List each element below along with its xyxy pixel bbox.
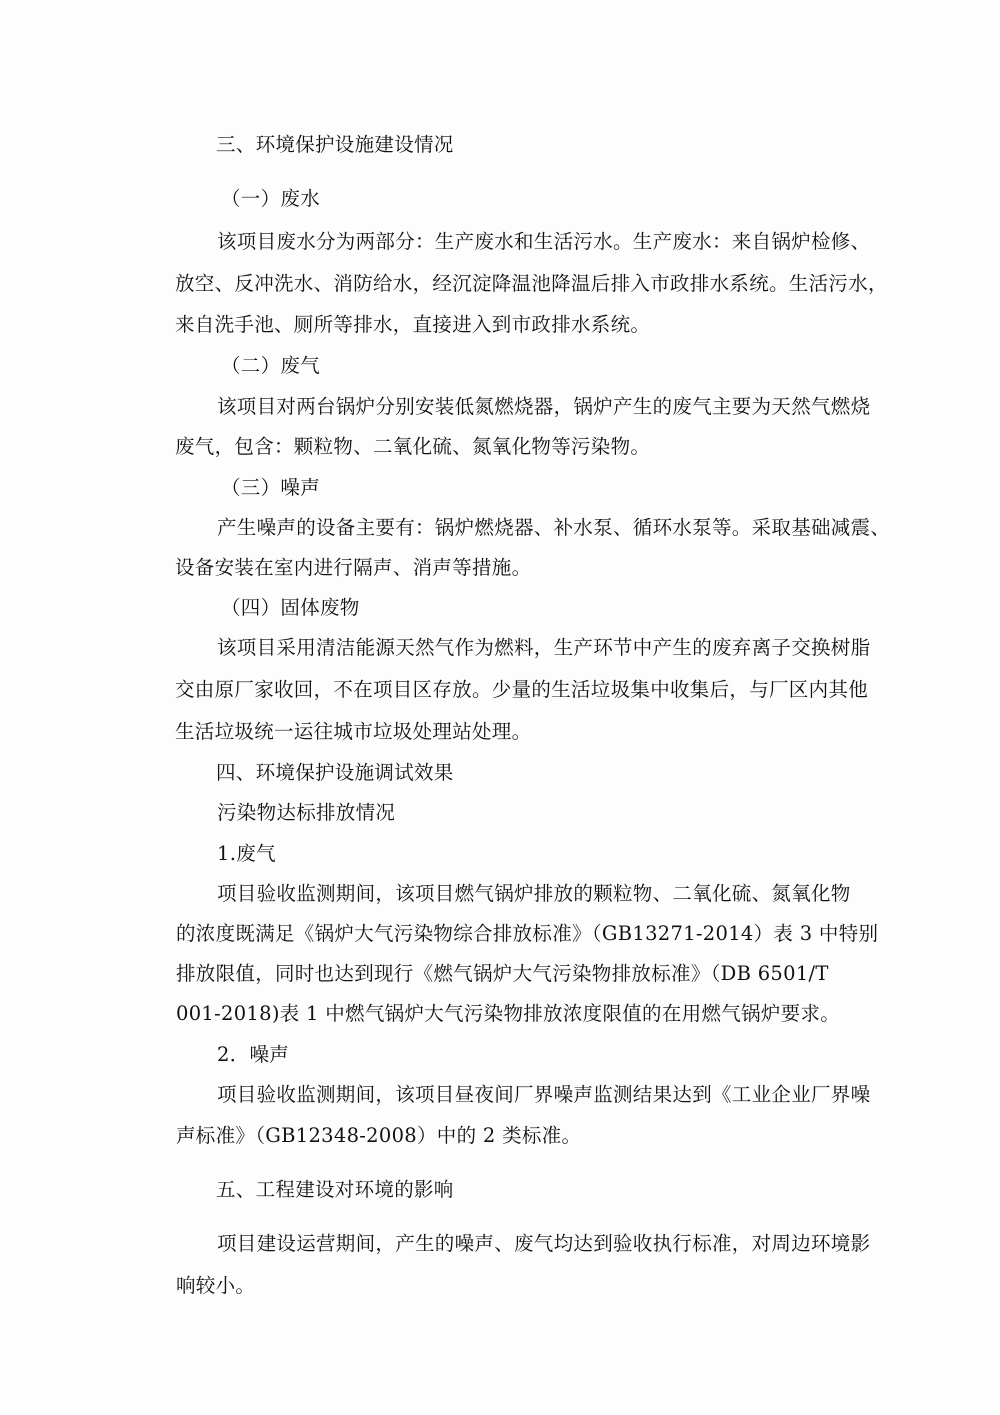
paragraph-line: 项目验收监测期间，该项目昼夜间厂界噪声监测结果达到《工业企业厂界噪 [217, 1083, 871, 1106]
section-3-title: 三、环境保护设施建设情况 [216, 133, 454, 156]
paragraph-line: 该项目对两台锅炉分别安装低氮燃烧器，锅炉产生的废气主要为天然气燃烧 [217, 395, 871, 418]
paragraph-line: 项目建设运营期间，产生的噪声、废气均达到验收执行标准，对周边环境影 [217, 1232, 871, 1255]
paragraph-line: 交由原厂家收回，不在项目区存放。少量的生活垃圾集中收集后，与厂区内其他 [175, 678, 869, 701]
paragraph-line: 来自洗手池、厕所等排水，直接进入到市政排水系统。 [175, 313, 651, 336]
paragraph-line: 产生噪声的设备主要有：锅炉燃烧器、补水泵、循环水泵等。采取基础减震、 [217, 516, 891, 539]
subsection-waste-gas-heading: （二）废气 [221, 354, 321, 377]
subsection-solid-waste-heading: （四）固体废物 [221, 596, 360, 619]
paragraph-line: 生活垃圾统一运往城市垃圾处理站处理。 [175, 720, 532, 743]
paragraph-line: 项目验收监测期间，该项目燃气锅炉排放的颗粒物、二氧化硫、氮氧化物 [217, 882, 851, 905]
paragraph-line: 废气，包含：颗粒物、二氧化硫、氮氧化物等污染物。 [175, 435, 651, 458]
subsection-gas-heading: 1.废气 [217, 842, 276, 865]
subsection-waste-water-heading: （一）废水 [221, 187, 321, 210]
section-4-title: 四、环境保护设施调试效果 [216, 761, 454, 784]
section-4-subtitle: 污染物达标排放情况 [217, 801, 396, 824]
paragraph-line: 放空、反冲洗水、消防给水，经沉淀降温池降温后排入市政排水系统。生活污水， [175, 272, 888, 295]
paragraph-line: 该项目废水分为两部分：生产废水和生活污水。生产废水：来自锅炉检修、 [217, 230, 871, 253]
paragraph-line: 该项目采用清洁能源天然气作为燃料，生产环节中产生的废弃离子交换树脂 [217, 636, 871, 659]
subsection-noise-heading: （三）噪声 [221, 476, 321, 499]
paragraph-line: 排放限值，同时也达到现行《燃气锅炉大气污染物排放标准》（DB 6501/T [176, 962, 829, 985]
paragraph-line: 声标准》（GB12348-2008）中的 2 类标准。 [176, 1124, 582, 1147]
paragraph-line: 001-2018)表 1 中燃气锅炉大气污染物排放浓度限值的在用燃气锅炉要求。 [176, 1002, 841, 1025]
subsection-noise-result-heading: 2．噪声 [217, 1043, 290, 1066]
paragraph-line: 响较小。 [176, 1274, 256, 1297]
paragraph-line: 设备安装在室内进行隔声、消声等措施。 [175, 556, 532, 579]
section-5-title: 五、工程建设对环境的影响 [216, 1178, 454, 1201]
paragraph-line: 的浓度既满足《锅炉大气污染物综合排放标准》（GB13271-2014）表 3 中特别 [176, 922, 879, 945]
